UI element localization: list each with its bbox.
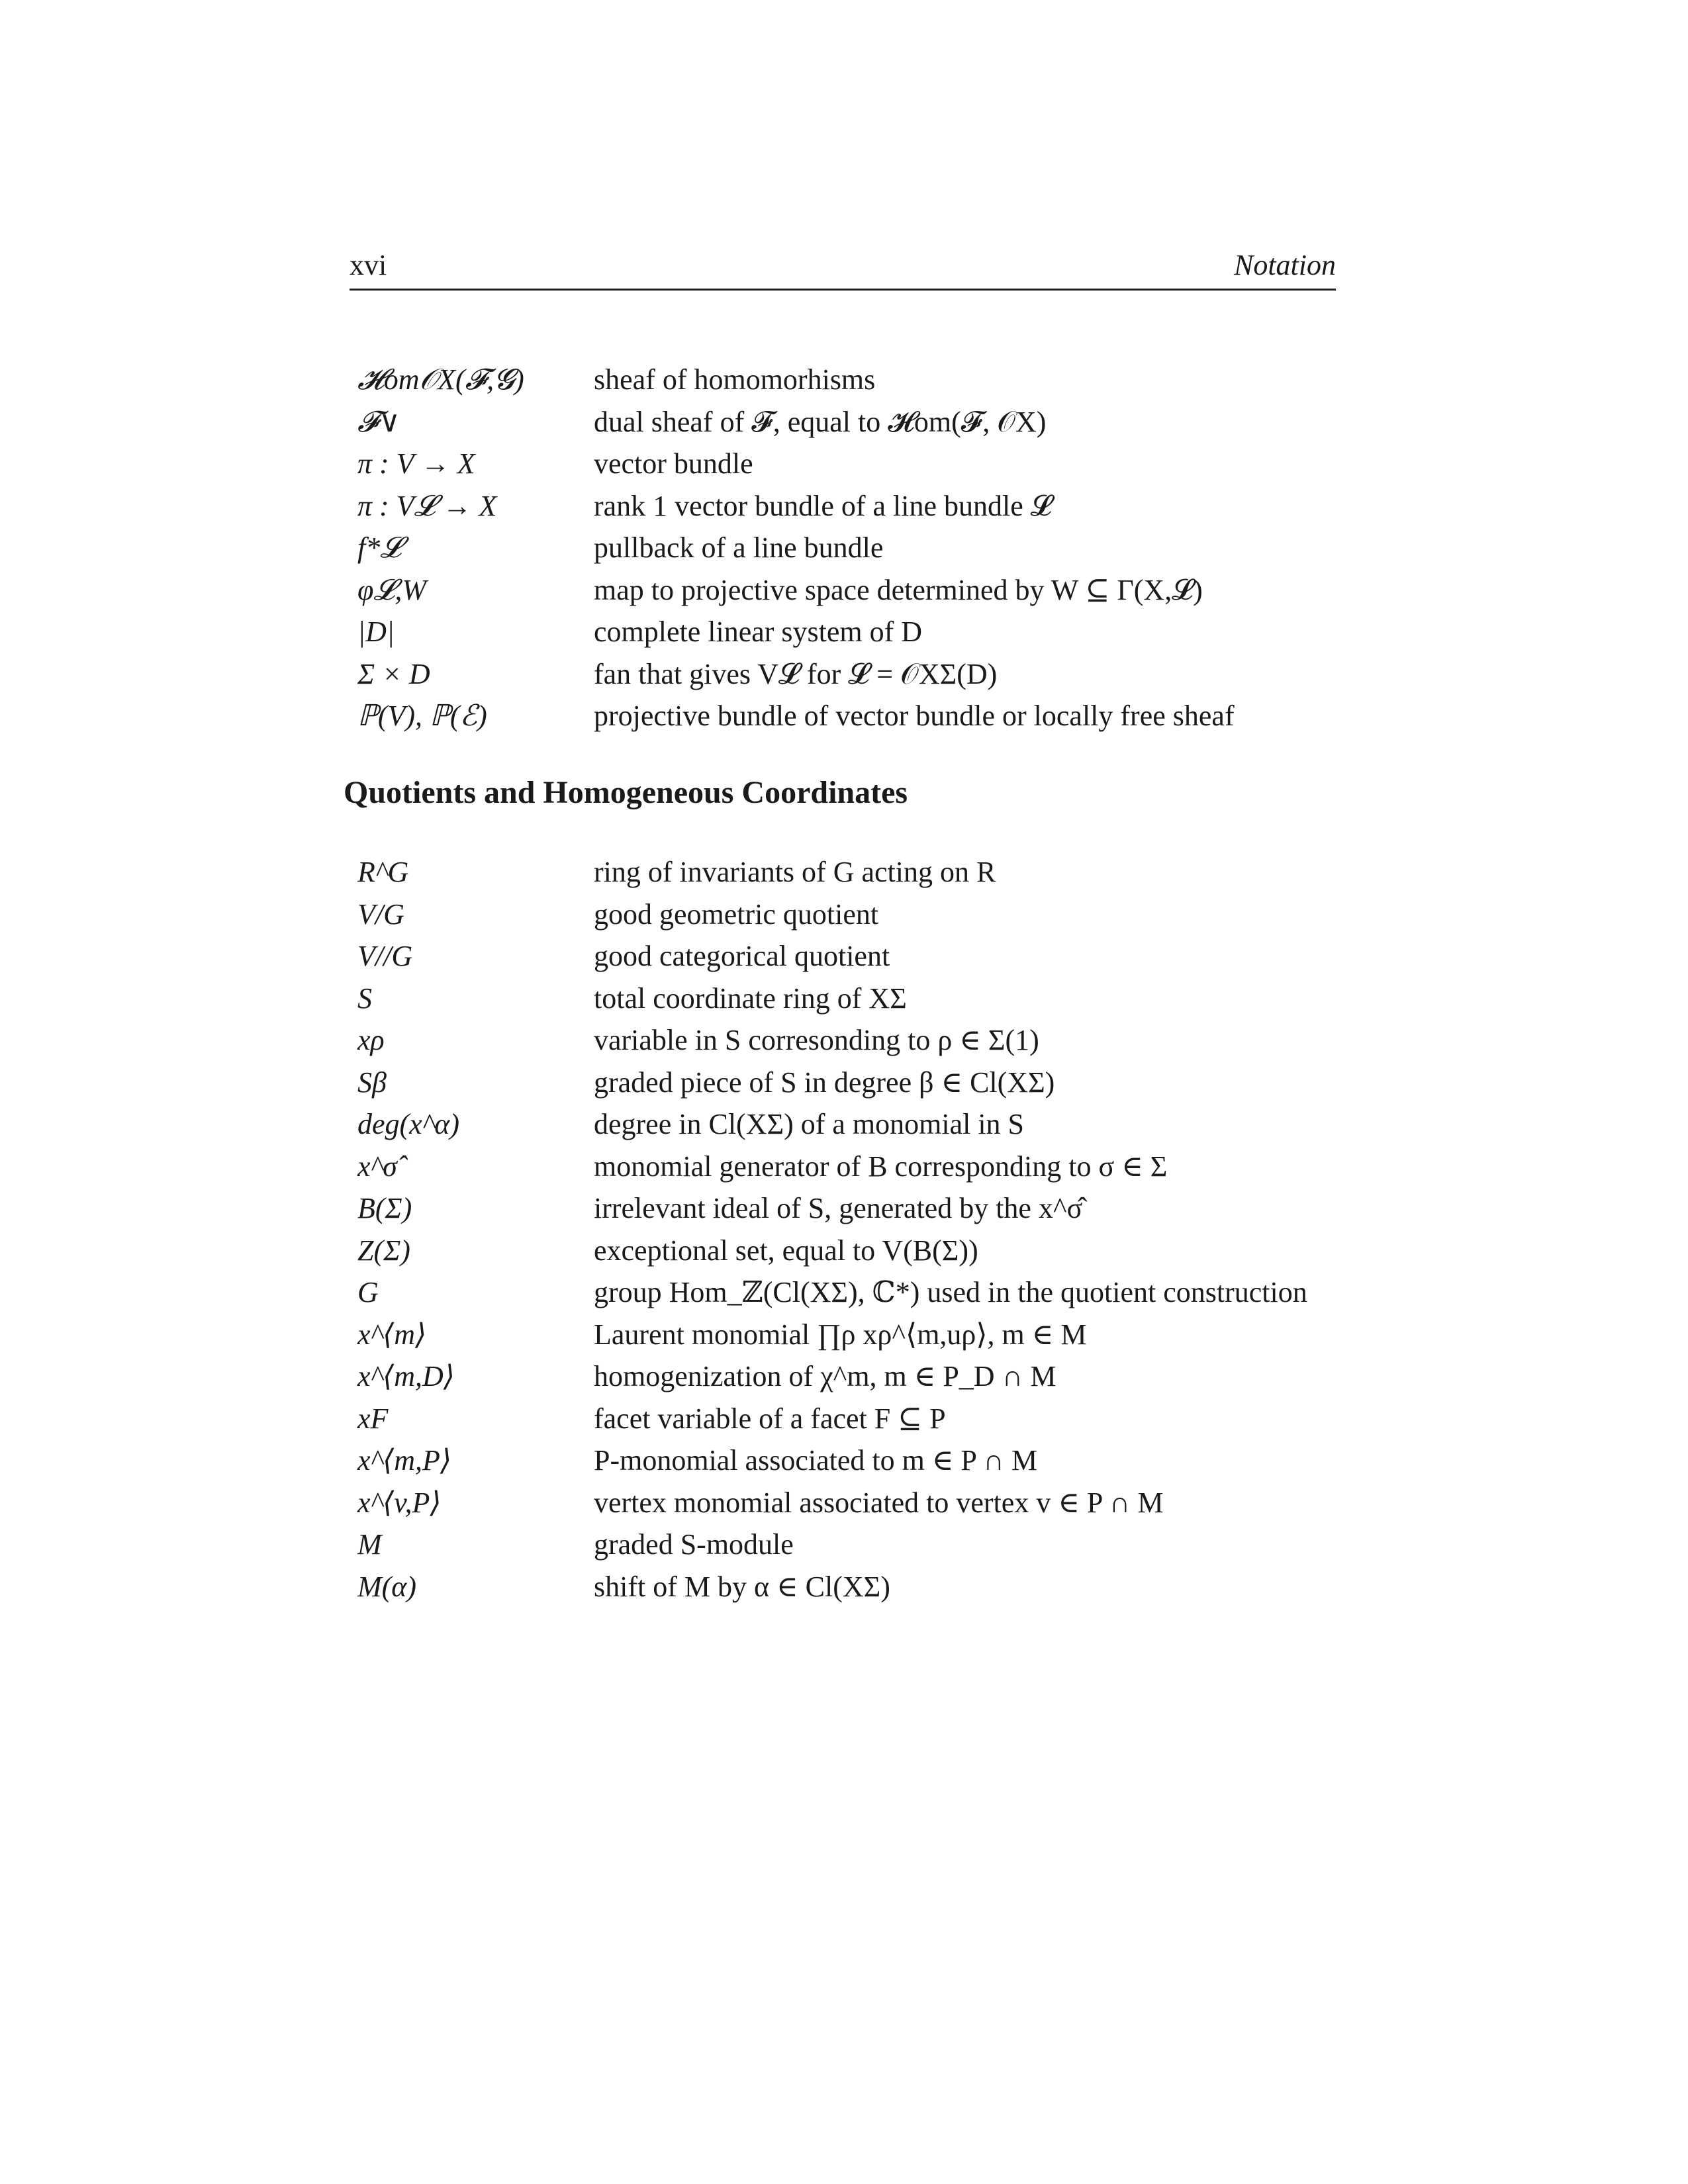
notation-description: ring of invariants of G acting on R [594,856,996,889]
notation-symbol: V/G [357,897,404,931]
notation-description: pullback of a line bundle [594,531,884,565]
notation-description: vector bundle [594,447,753,480]
notation-table-sheaves [357,359,1350,737]
notation-description: dual sheaf of 𝓕, equal to 𝓗om(𝓕, 𝒪X) [594,405,1047,438]
notation-row [357,569,1350,612]
notation-description: Laurent monomial ∏ρ xρ^⟨m,uρ⟩, m ∈ M [594,1318,1087,1351]
notation-row [357,401,1350,443]
running-head-title: Notation [1233,249,1336,281]
notation-row [357,1103,1350,1146]
notation-symbol: M(α) [357,1570,417,1603]
notation-symbol: x^⟨m,P⟩ [357,1444,452,1477]
notation-symbol: S [357,981,372,1015]
notation-row [357,611,1350,653]
notation-description: graded S-module [594,1528,794,1561]
notation-row [357,893,1350,936]
notation-description: vertex monomial associated to vertex v ∈ P ∩ M [594,1486,1164,1519]
notation-row [357,485,1350,527]
notation-row [357,443,1350,485]
notation-symbol: xF [357,1402,389,1435]
notation-description: monomial generator of B corresponding to σ ∈ Σ [594,1150,1168,1183]
notation-description: group Hom_ℤ(Cl(XΣ), ℂ*) used in the quotient construction [594,1276,1307,1309]
notation-row [357,1524,1350,1566]
notation-symbol: B(Σ) [357,1192,412,1225]
notation-symbol: Σ × D [357,657,430,690]
notation-symbol: M [357,1528,382,1561]
notation-row [357,1230,1350,1272]
notation-symbol: x^⟨v,P⟩ [357,1486,442,1519]
notation-description: map to projective space determined by W ⊆ Γ(X,𝓛) [594,573,1203,606]
notation-row [357,1146,1350,1188]
notation-symbol: φ𝓛,W [357,573,426,606]
notation-symbol: π : V𝓛 → X [357,489,497,522]
notation-symbol: x^σ̂ [357,1150,397,1183]
notation-row [357,1398,1350,1440]
notation-description: facet variable of a facet F ⊆ P [594,1402,946,1435]
notation-description: fan that gives V𝓛 for 𝓛 = 𝒪XΣ(D) [594,657,998,690]
notation-row [357,1187,1350,1230]
notation-row [357,1482,1350,1524]
notation-row [357,527,1350,569]
notation-row [357,935,1350,978]
notation-symbol: |D| [357,615,395,649]
notation-row [357,1062,1350,1104]
notation-symbol: 𝓕∨ [357,405,400,438]
notation-symbol: π : V → X [357,447,475,480]
notation-row [357,1314,1350,1356]
notation-description: shift of M by α ∈ Cl(XΣ) [594,1570,890,1603]
notation-symbol: G [357,1276,379,1309]
notation-description: total coordinate ring of XΣ [594,981,907,1015]
page-number: xvi [350,249,387,281]
notation-row [357,1439,1350,1482]
notation-row [357,1566,1350,1608]
notation-description: degree in Cl(XΣ) of a monomial in S [594,1108,1025,1141]
notation-row [357,851,1350,893]
notation-description: P-monomial associated to m ∈ P ∩ M [594,1444,1038,1477]
notation-symbol: deg(x^α) [357,1108,460,1141]
notation-symbol: V//G [357,940,413,973]
notation-description: good geometric quotient [594,897,879,931]
notation-symbol: xρ [357,1024,385,1057]
notation-symbol: x^⟨m,D⟩ [357,1360,455,1393]
notation-row [357,1355,1350,1398]
notation-description: graded piece of S in degree β ∈ Cl(XΣ) [594,1066,1055,1099]
notation-symbol: ℙ(V), ℙ(ℰ) [357,700,487,733]
notation-symbol: Z(Σ) [357,1234,410,1267]
notation-row [357,695,1350,737]
notation-description: sheaf of homomorhisms [594,363,876,396]
notation-row [357,359,1350,401]
section-heading: Quotients and Homogeneous Coordinates [344,775,908,810]
notation-row [357,653,1350,696]
notation-description: homogenization of χ^m, m ∈ P_D ∩ M [594,1360,1056,1393]
notation-description: good categorical quotient [594,940,890,973]
notation-description: projective bundle of vector bundle or locally free sheaf [594,700,1235,733]
notation-table-quotients [357,851,1350,1608]
notation-row [357,1271,1350,1314]
notation-description: complete linear system of D [594,615,923,649]
notation-description: irrelevant ideal of S, generated by the x^σ̂ [594,1192,1083,1225]
notation-symbol: 𝓗om𝒪X(𝓕,𝓖) [357,363,524,396]
notation-symbol: f*𝓛 [357,531,402,565]
notation-description: rank 1 vector bundle of a line bundle 𝓛 [594,489,1052,522]
notation-symbol: R^G [357,856,409,889]
notation-row [357,1019,1350,1062]
notation-description: exceptional set, equal to V(B(Σ)) [594,1234,978,1267]
notation-symbol: Sβ [357,1066,387,1099]
running-head [350,246,1336,291]
notation-row [357,978,1350,1020]
notation-description: variable in S corresonding to ρ ∈ Σ(1) [594,1024,1039,1057]
notation-symbol: x^⟨m⟩ [357,1318,427,1351]
